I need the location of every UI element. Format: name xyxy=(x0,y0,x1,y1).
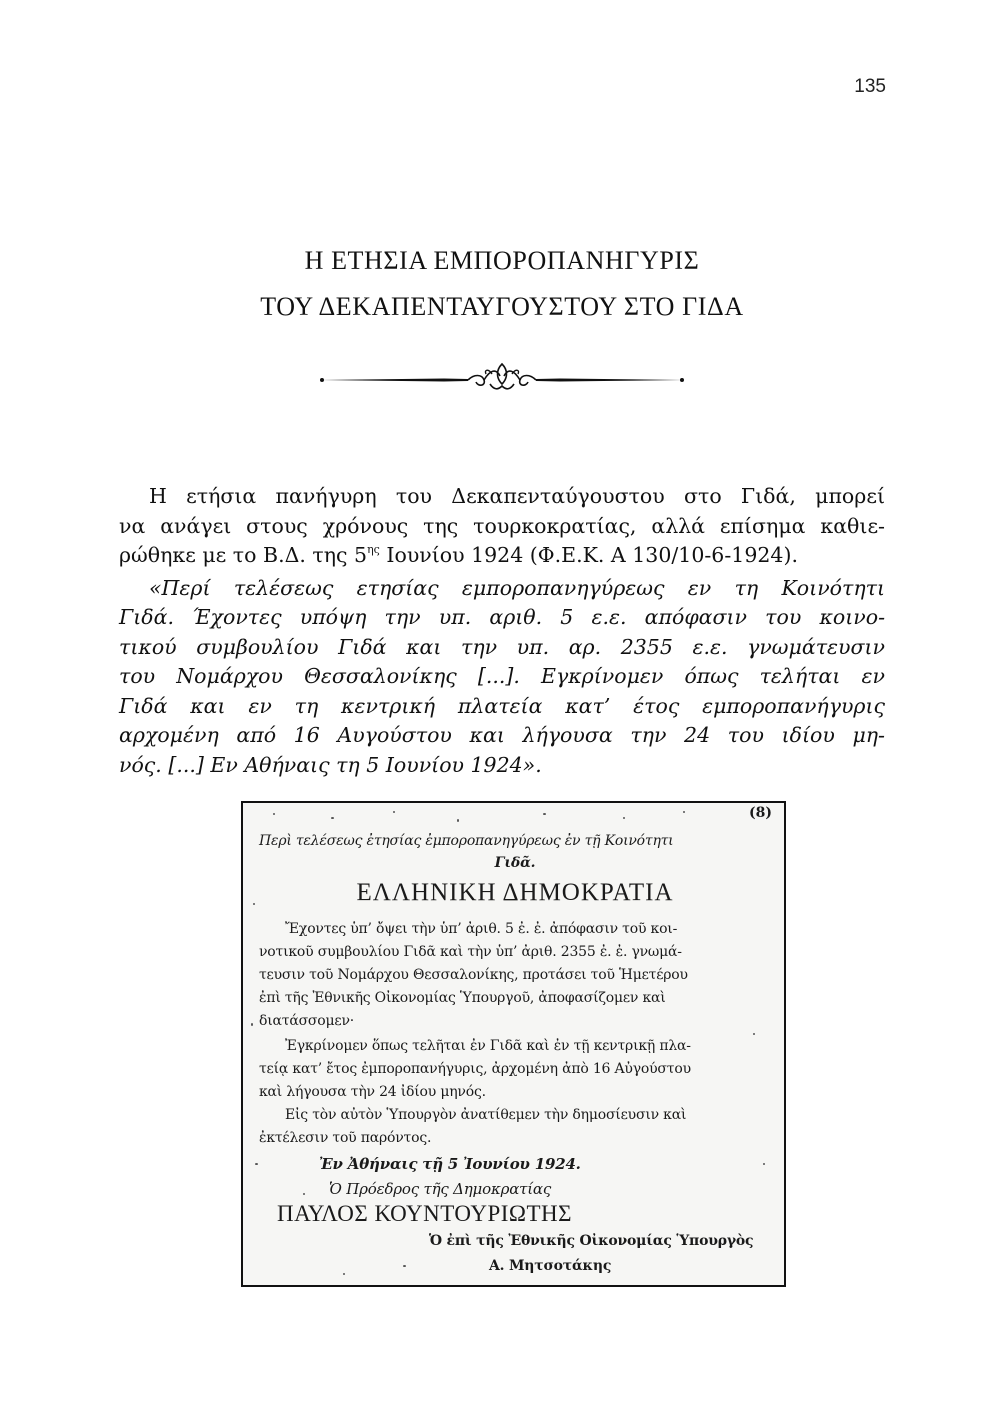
quote-line: Γιδά και εν τη κεντρική πλατεία κατ’ έτος εμποροπανήγυρις xyxy=(119,693,885,718)
quote-line: νός. [...] Εν Αθήναις τη 5 Ιουνίου 1924». xyxy=(119,752,542,777)
clipping-line: ἐπὶ τῆς Ἐθνικῆς Οἰκονομίας Ὑπουργοῦ, ἀποφασίζομεν καὶ xyxy=(259,990,666,1006)
clipping-line: Εἰς τὸν αὐτὸν Ὑπουργὸν ἀνατίθεμεν τὴν δημοσίευσιν καὶ xyxy=(285,1107,687,1123)
clipping-president-title: Ὁ Πρόεδρος τῆς Δημοκρατίας xyxy=(329,1180,552,1198)
paragraph-line: να ανάγει στους χρόνους της τουρκοκρατίας, αλλά επίσημα καθιε- xyxy=(119,513,885,538)
chapter-title-line-1: Η ΕΤΗΣΙΑ ΕΜΠΟΡΟΠΑΝΗΓΥΡΙΣ xyxy=(304,246,700,275)
clipping-line: ἐκτέλεσιν τοῦ παρόντος. xyxy=(259,1130,432,1146)
ordinal-superscript: ης xyxy=(367,543,380,556)
clipping-number: (8) xyxy=(749,805,772,821)
ornament-divider-icon xyxy=(318,360,686,400)
clipping-heading-2: Γιδᾶ. xyxy=(494,855,536,871)
clipping-line: διατάσσομεν· xyxy=(259,1013,355,1029)
paragraph-line xyxy=(119,541,885,574)
quote-line: «Περί τελέσεως ετησίας εμποροπανηγύρεως εν τη Κοινότητι xyxy=(149,575,885,600)
quote-line: τικού συμβουλίου Γιδά και την υπ. αρ. 2355 ε.ε. γνωμάτευσιν xyxy=(119,634,885,659)
quote-line: Γιδά. Έχοντες υπόψη την υπ. αριθ. 5 ε.ε. απόφασιν του κοινο- xyxy=(119,605,885,629)
clipping-president-name: ΠΑΥΛΟΣ ΚΟΥΝΤΟΥΡΙΩΤΗΣ xyxy=(277,1201,573,1226)
clipping-line: Ἔχοντες ὑπ’ ὄψει τὴν ὑπ’ ἀριθ. 5 ἐ. ἐ. ἀπόφασιν τοῦ κοι- xyxy=(285,921,678,937)
paragraph-text: ρώθηκε με το Β.Δ. της 5 xyxy=(119,543,368,567)
clipping-line: Ἐγκρίνομεν ὅπως τελῆται ἐν Γιδᾶ καὶ ἐν τῇ κεντρικῇ πλα- xyxy=(285,1038,691,1054)
clipping-date: Ἐν Ἀθήναις τῇ 5 Ἰουνίου 1924. xyxy=(319,1155,581,1173)
clipping-line: τείᾳ κατ’ ἔτος ἐμποροπανήγυρις, ἀρχομένη ἀπὸ 16 Αὐγούστου xyxy=(259,1061,691,1077)
clipping-line: καὶ λήγουσα τὴν 24 ἰδίου μηνός. xyxy=(259,1084,486,1100)
paragraph-line: Η ετήσια πανήγυρη του Δεκαπενταύγουστου στο Γιδά, μπορεί xyxy=(149,484,885,508)
newspaper-clipping xyxy=(241,801,786,1287)
clipping-line: τευσιν τοῦ Νομάρχου Θεσσαλονίκης, προτάσει τοῦ Ἡμετέρου xyxy=(259,967,688,983)
main-text xyxy=(119,482,885,780)
quote-line: του Νομάρχου Θεσσαλονίκης [...]. Εγκρίνομεν όπως τελήται εν xyxy=(119,664,885,688)
clipping-republic: ΕΛΛΗΝΙΚΗ ΔΗΜΟΚΡΑΤΙΑ xyxy=(356,879,674,906)
page-number: 135 xyxy=(854,76,886,97)
chapter-title xyxy=(120,238,884,330)
clipping-minister-title: Ὁ ἐπὶ τῆς Ἐθνικῆς Οἰκονομίας Ὑπουργὸς xyxy=(429,1233,754,1249)
clipping-minister-name: Α. Μητσοτάκης xyxy=(489,1258,612,1274)
clipping-heading: Περὶ τελέσεως ἐτησίας ἐμποροπανηγύρεως ἐν τῇ Κοινότητι xyxy=(259,833,674,849)
paragraph-text: Ιουνίου 1924 (Φ.Ε.Κ. Α 130/10-6-1924). xyxy=(379,543,798,567)
quote-line: αρχομένη από 16 Αυγούστου και λήγουσα την 24 του ιδίου μη- xyxy=(119,723,885,747)
chapter-title-line-2: ΤΟΥ ΔΕΚΑΠΕΝΤΑΥΓΟΥΣΤΟΥ ΣΤΟ ΓΙΔΑ xyxy=(260,292,744,321)
clipping-line: νοτικοῦ συμβουλίου Γιδᾶ καὶ τὴν ὑπ’ ἀριθ. 2355 ἐ. ἐ. γνωμά- xyxy=(259,944,682,960)
